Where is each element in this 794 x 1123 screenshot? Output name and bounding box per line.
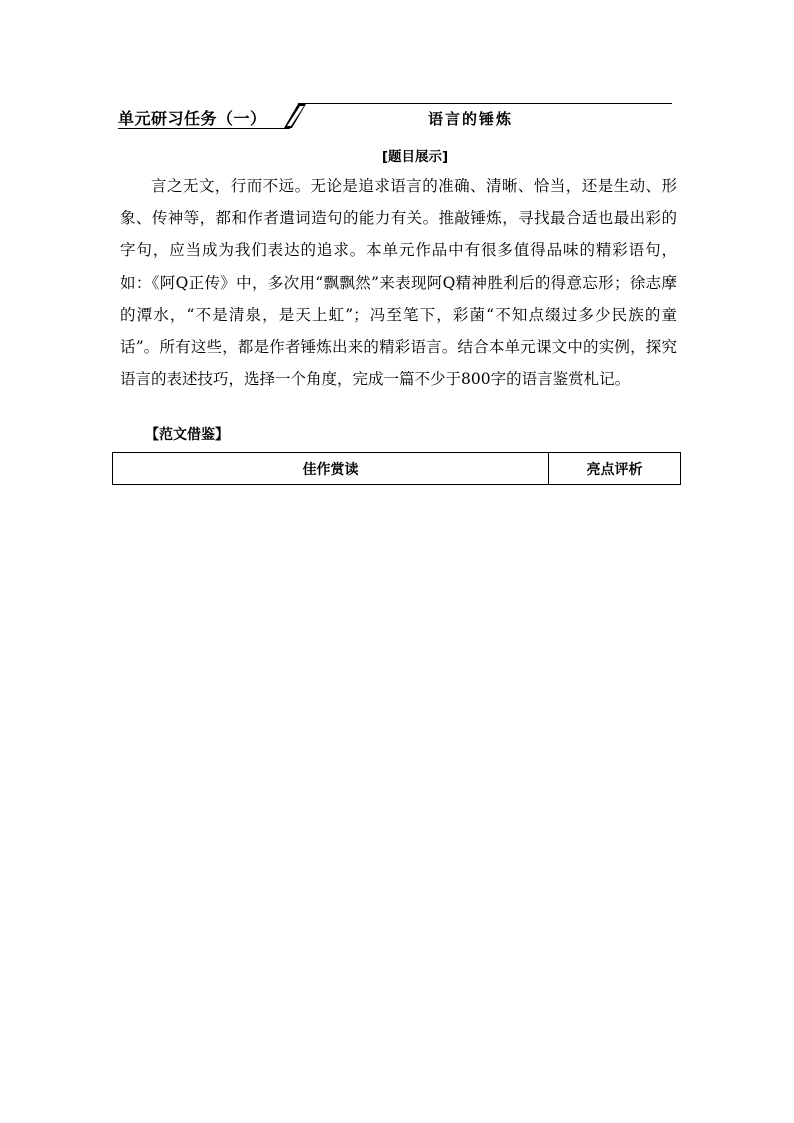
section-title: 语言的锤炼 (428, 110, 514, 128)
question-display-label: [题目展示] (381, 149, 449, 165)
prompt-paragraph: 言之无文，行而不远。无论是追求语言的准确、清晰、恰当，还是生动、形象、传神等，都和作者遣词造句的能力有关。推敲锤炼，寻找最合适也最出彩的字句，应当成为我们表达的追求。本单元作品中有很多值得品味的精彩语句，如：《阿Q正传》中，多次用“飘飘然”来表现阿Q精神胜利后的得意忘形；徐志摩的潭水，“不是清泉，是天上虹”；冯至笔下，彩菌“不知点缀过多少民族的童话”。所有这些，都是作者锤炼出来的精彩语言。结合本单元课文中的实例，探究语言的表述技巧，选择一个角度，完成一篇不少于800字的语言鉴赏札记。 (120, 177, 677, 389)
example-heading: 【范文借鉴】 (145, 427, 229, 443)
unit-underline (118, 128, 290, 129)
page-header (118, 103, 672, 131)
header-rule (298, 103, 672, 104)
column-header-reading: 佳作赏读 (113, 453, 549, 485)
slash-decoration-icon (284, 103, 306, 129)
column-header-analysis: 亮点评析 (549, 453, 681, 485)
unit-label: 单元研习任务（一） (118, 109, 267, 128)
table-header-row (113, 453, 681, 485)
example-table (112, 452, 681, 485)
